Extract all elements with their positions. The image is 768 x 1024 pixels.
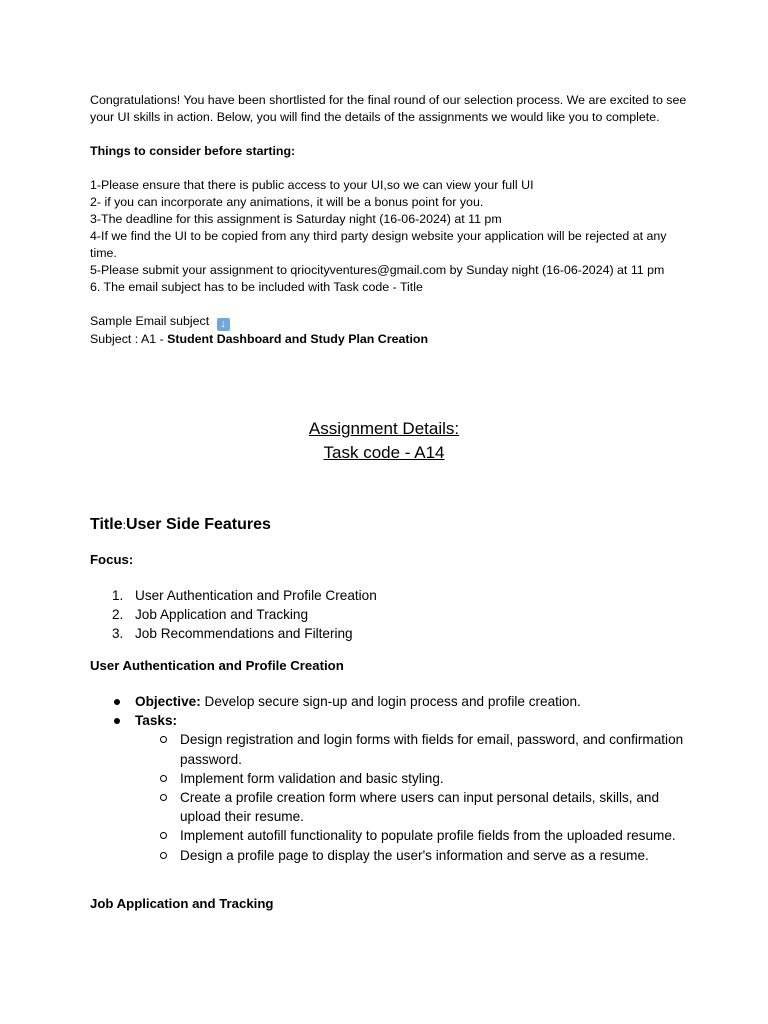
focus-list [90,586,690,644]
focus-list-item [90,624,690,643]
bullet-dot [114,699,120,705]
objective-item [90,692,690,711]
consider-point: 3-The deadline for this assignment is Saturday night (16-06-2024) at 11 pm [90,212,502,226]
objective-label: Objective: [135,694,201,709]
focus-list-item [90,586,690,605]
sample-subject-line [90,331,690,348]
title-label: Title [90,516,123,533]
title-line [90,514,271,536]
list-item-text: Job Recommendations and Filtering [135,626,353,642]
consider-heading: Things to consider before starting: [90,144,296,158]
task-code: Task code - A14 [323,443,445,462]
bullet-circle [160,794,167,801]
intro-paragraph: Congratulations! You have been shortlisted for the final round of our selection process. We are excited to see your UI skills in action. Below, you will find the details of the assignments we would like you to complete. [90,93,687,124]
task-item [90,730,690,768]
title-colon: : [122,518,126,532]
section-heading-job-application: Job Application and Tracking [90,896,274,911]
bullet-circle [160,852,167,859]
bullet-circle [160,832,167,839]
list-number: 2. [112,607,124,623]
focus-label: Focus: [90,552,134,567]
subject-prefix: Subject : A1 - [90,332,168,346]
list-item-text: User Authentication and Profile Creation [135,588,377,603]
task-text: Implement form validation and basic styling. [180,770,444,786]
sample-email-label: Sample Email subject [90,314,210,328]
section-heading-auth: User Authentication and Profile Creation [90,658,344,673]
bullet-dot [114,718,120,724]
task-item [90,769,690,788]
tasks-label: Tasks: [135,713,178,729]
consider-point: 2- if you can incorporate any animations, it will be a bonus point for you. [90,195,484,209]
list-number: 3. [112,626,124,642]
task-item [90,846,690,865]
task-text: Design registration and login forms with fields for email, password, and confirmation password. [180,732,684,767]
down-arrow-icon: ↓ [217,318,230,331]
list-item-text: Job Application and Tracking [135,607,309,623]
focus-list-item [90,605,690,624]
consider-point: 4-If we find the UI to be copied from any third party design website your application will be rejected at any time. [90,229,667,260]
task-text: Implement autofill functionality to populate profile fields from the uploaded resume. [180,828,676,844]
bullet-circle [160,736,167,743]
auth-bullet-list [90,692,690,865]
subject-title: Student Dashboard and Study Plan Creation [167,332,429,346]
bullet-circle [160,775,167,782]
assignment-details [0,417,768,465]
tasks-item [90,711,690,730]
intro-block [90,92,690,348]
consider-point: 1-Please ensure that there is public access to your UI,so we can view your full UI [90,178,534,192]
task-text: Create a profile creation form where users can input personal details, skills, and upload their resume. [180,790,660,825]
assignment-heading: Assignment Details: [308,419,460,438]
list-number: 1. [112,588,124,603]
title-value: User Side Features [125,516,271,533]
sample-email-line [90,313,690,331]
task-item [90,826,690,845]
consider-point: 5-Please submit your assignment to qriocityventures@gmail.com by Sunday night (16-06-2024) at 11 pm [90,263,665,277]
task-text: Design a profile page to display the user's information and serve as a resume. [180,847,649,863]
objective-text: Develop secure sign-up and login process and profile creation. [200,694,581,709]
consider-point: 6. The email subject has to be included with Task code - Title [90,280,423,294]
task-item [90,788,690,826]
